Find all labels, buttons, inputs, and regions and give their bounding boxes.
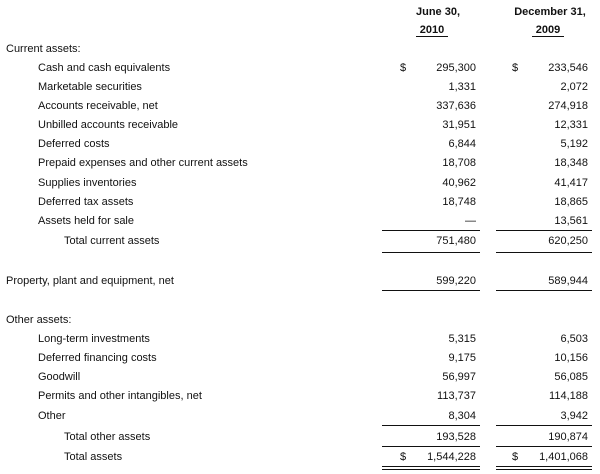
- value-2010: —: [465, 215, 476, 227]
- row-label: Prepaid expenses and other current assets: [38, 157, 248, 169]
- row-label: Goodwill: [38, 371, 81, 383]
- value-2010: 9,175: [448, 352, 476, 364]
- row-label: Accounts receivable, net: [38, 100, 158, 112]
- row-label: Permits and other intangibles, net: [38, 390, 202, 402]
- section-heading: Other assets:: [6, 314, 72, 326]
- row-label: Deferred tax assets: [38, 196, 134, 208]
- value-2009: 274,918: [548, 100, 588, 112]
- value-2009: 10,156: [554, 352, 588, 364]
- table-row: [0, 232, 600, 250]
- row-label: Deferred costs: [38, 138, 110, 150]
- table-row: [0, 428, 600, 446]
- table-row: [0, 59, 600, 77]
- value-2010: 5,315: [448, 333, 476, 345]
- value-2010: 6,844: [448, 138, 476, 150]
- table-row: [0, 272, 600, 290]
- value-2009: 114,188: [549, 390, 588, 402]
- subtotal-rule: [496, 446, 592, 447]
- currency-symbol: $: [400, 62, 407, 74]
- row-label: Assets held for sale: [38, 215, 134, 227]
- row-label: Total other assets: [64, 431, 151, 443]
- value-2010: 31,951: [442, 119, 476, 131]
- value-2010: 1,544,228: [427, 451, 476, 463]
- value-2009: 41,417: [554, 177, 588, 189]
- table-row: [0, 174, 600, 192]
- total-rule: [382, 290, 480, 291]
- table-row: [0, 193, 600, 211]
- currency-symbol: $: [512, 62, 519, 74]
- header-june-30: June 30,: [415, 6, 461, 18]
- value-2010: 40,962: [442, 177, 476, 189]
- value-2009: 56,085: [554, 371, 588, 383]
- value-2010: 295,300: [436, 62, 476, 74]
- subtotal-rule: [496, 230, 592, 231]
- table-row: [0, 349, 600, 367]
- subtotal-rule: [496, 425, 592, 426]
- row-label: Property, plant and equipment, net: [6, 275, 174, 287]
- value-2009: 12,331: [554, 119, 588, 131]
- value-2009: 13,561: [554, 215, 588, 227]
- value-2009: 18,348: [554, 157, 588, 169]
- value-2009: 18,865: [554, 196, 588, 208]
- subtotal-rule: [382, 425, 480, 426]
- value-2010: 56,997: [442, 371, 476, 383]
- currency-symbol: $: [400, 451, 407, 463]
- total-rule: [496, 290, 592, 291]
- table-row: [0, 154, 600, 172]
- row-label: Cash and cash equivalents: [38, 62, 171, 74]
- value-2010: 337,636: [436, 100, 476, 112]
- value-2010: 18,748: [442, 196, 476, 208]
- section-current-assets: [0, 40, 600, 58]
- table-row: [0, 97, 600, 115]
- value-2010: 113,737: [437, 390, 476, 402]
- value-2010: 8,304: [448, 410, 476, 422]
- total-rule: [496, 252, 592, 253]
- value-2010: 1,331: [448, 81, 476, 93]
- value-2009: 6,503: [560, 333, 588, 345]
- grand-total-double-rule: [496, 466, 592, 470]
- header-year-2009: 2009: [532, 24, 564, 37]
- value-2010: 751,480: [436, 235, 476, 247]
- row-label: Total current assets: [64, 235, 160, 247]
- table-row: [0, 212, 600, 230]
- section-other-assets: [0, 311, 600, 329]
- header-december-31: December 31,: [514, 6, 586, 18]
- header-year-2010: 2010: [416, 24, 448, 37]
- total-rule: [382, 252, 480, 253]
- table-row: [0, 78, 600, 96]
- value-2010: 193,528: [436, 431, 476, 443]
- row-label: Long-term investments: [38, 333, 150, 345]
- value-2009: 190,874: [548, 431, 588, 443]
- value-2010: 599,220: [436, 275, 476, 287]
- table-row: [0, 387, 600, 405]
- value-2010: 18,708: [442, 157, 476, 169]
- table-row: [0, 330, 600, 348]
- table-row: [0, 448, 600, 466]
- table-row: [0, 135, 600, 153]
- row-label: Other: [38, 410, 66, 422]
- value-2009: 1,401,068: [539, 451, 588, 463]
- subtotal-rule: [382, 446, 480, 447]
- row-label: Total assets: [64, 451, 123, 463]
- value-2009: 620,250: [548, 235, 588, 247]
- section-heading: Current assets:: [6, 43, 81, 55]
- table-row: [0, 407, 600, 425]
- row-label: Unbilled accounts receivable: [38, 119, 179, 131]
- value-2009: 589,944: [548, 275, 588, 287]
- subtotal-rule: [382, 230, 480, 231]
- value-2009: 2,072: [560, 81, 588, 93]
- value-2009: 3,942: [560, 410, 588, 422]
- currency-symbol: $: [512, 451, 519, 463]
- table-row: [0, 116, 600, 134]
- value-2009: 233,546: [548, 62, 588, 74]
- row-label: Deferred financing costs: [38, 352, 157, 364]
- table-row: [0, 368, 600, 386]
- row-label: Marketable securities: [38, 81, 142, 93]
- value-2009: 5,192: [560, 138, 588, 150]
- row-label: Supplies inventories: [38, 177, 137, 189]
- grand-total-double-rule: [382, 466, 480, 470]
